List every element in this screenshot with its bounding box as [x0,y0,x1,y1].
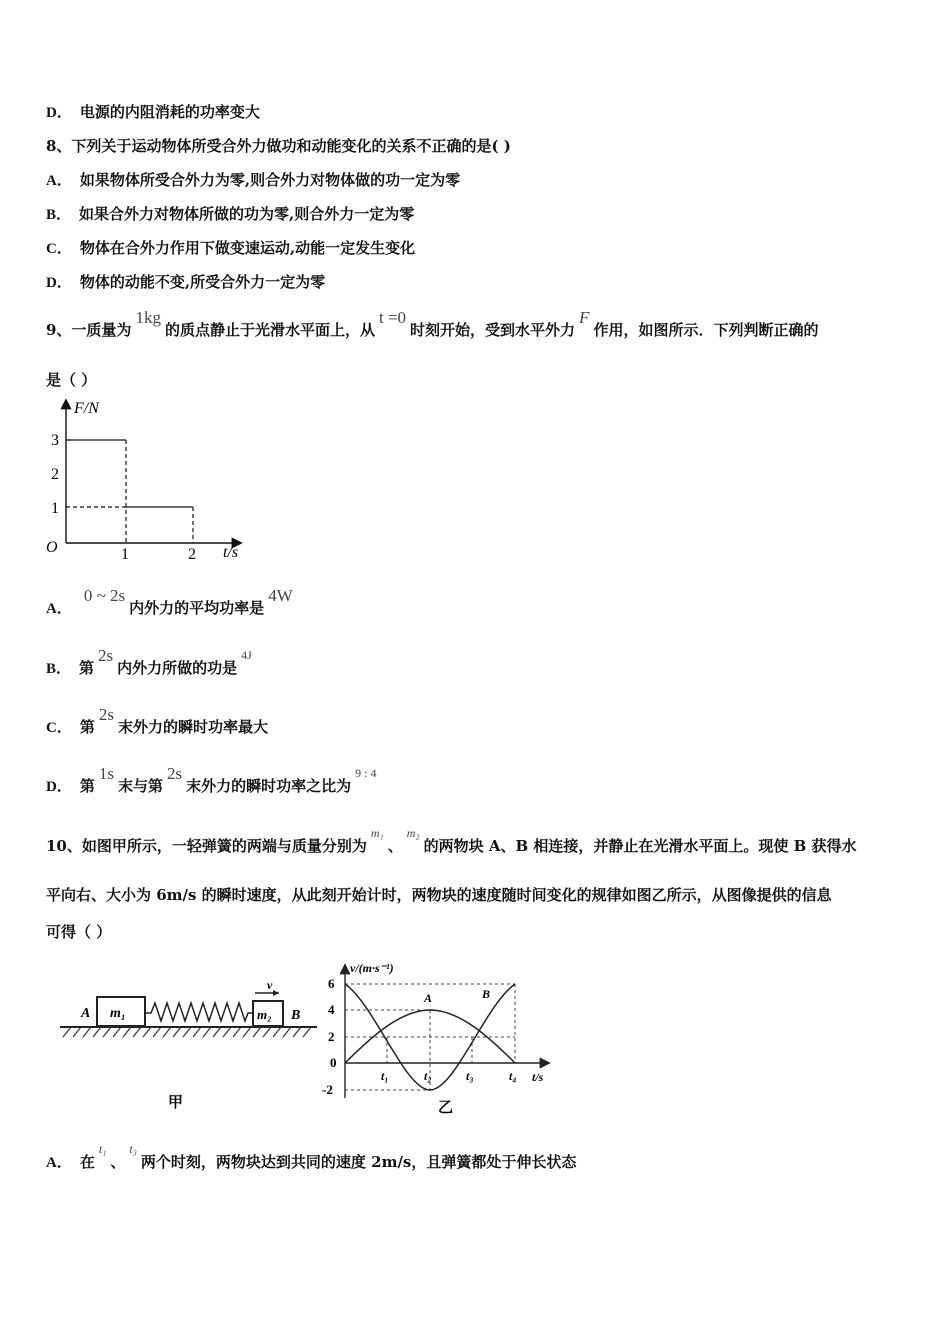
y-axis-label: v/(m·s⁻¹) [350,961,394,975]
q7-option-d [46,102,260,123]
curve-a-label: A [424,991,433,1005]
y-tick-label: 4 [328,1002,335,1017]
stem-text: 作用，如图所示．下列判断正确的 [593,321,819,339]
x-tick-label: t₂ [424,1069,432,1083]
stem-text: 的质点静止于光滑水平面上，从 [164,321,375,339]
x-axis-label: t/s [532,1070,544,1084]
option-text: 、 [110,1153,126,1171]
stem-text: 时刻开始，受到水平外力 [410,321,576,339]
math-time-t3: t₃ [129,1142,137,1156]
spring [145,1003,253,1021]
x-tick-label: 1 [121,546,129,563]
option-text: 末与第 [117,777,163,795]
y-axis-label: F/N [74,400,99,417]
math-mass: 1kg [135,308,161,327]
q10-stem-line3: 可得（ ） [46,923,112,941]
math-ratio: 9 : 4 [355,766,377,780]
math-mass-m1: m₁ [370,826,384,840]
math-time: 1s [98,764,114,783]
velocity-label: v [267,978,273,992]
block-a-mass-label: m₁ [110,1006,126,1021]
stem-text: 10、如图甲所示，一轻弹簧的两端与质量分别为 [46,837,367,855]
option-letter: A． [46,173,72,189]
figure-caption-jia: 甲 [168,1095,184,1111]
y-tick-label: 6 [328,976,335,991]
option-letter: D． [46,275,72,291]
math-interval: 0 ~ 2s [83,586,126,605]
math-time: 2s [98,646,114,665]
q8-stem: 8、下列关于运动物体所受合外力做功和动能变化的关系不正确的是( ) [46,137,511,155]
option-letter: D． [46,105,72,121]
math-time-t1: t₁ [98,1142,107,1156]
q9-option-d [46,764,380,797]
option-text: 内外力的平均功率是 [129,599,265,617]
figure-caption-yi: 乙 [438,1100,454,1115]
q10-velocity-time-graph [320,960,555,1115]
option-letter: B． [46,207,72,223]
option-text: 末外力的瞬时功率最大 [117,718,268,736]
origin-label: O [46,539,58,556]
y-tick-label: 2 [328,1029,335,1044]
label-b: B [291,1008,301,1023]
x-tick-label: t₁ [381,1069,389,1083]
y-tick-label: 2 [51,466,59,483]
q9-option-c [46,705,268,738]
y-tick-label: 0 [330,1055,337,1070]
math-time: 2s [98,705,114,724]
option-text: 在 [79,1153,95,1171]
math-force: F [579,308,590,327]
q10-figure-jia [55,975,325,1115]
q9-option-a [46,586,297,619]
option-text: 第 [79,718,95,736]
y-tick-label: 3 [51,432,59,449]
y-tick-label: -2 [322,1082,333,1097]
q8-option-a [46,170,460,191]
option-text: 末外力的瞬时功率之比为 [186,777,352,795]
option-text: 电源的内阻消耗的功率变大 [79,103,260,121]
math-time-zero: t =0 [378,308,407,327]
option-letter: A． [46,1155,72,1171]
math-power: 4W [268,586,293,605]
q10-stem-line1 [46,826,857,857]
block-b-mass-label: m₂ [257,1007,272,1022]
math-time: 2s [167,764,183,783]
q9-stem-line1 [46,308,819,340]
option-text: 第 [79,659,95,677]
q9-stem-line2: 是（ ） [46,371,97,389]
x-axis-label: t/s [223,544,239,561]
option-text: 如果合外力对物体所做的功为零,则合外力一定为零 [79,205,415,223]
option-letter: D． [46,779,72,795]
option-text: 内外力所做的功是 [117,659,238,677]
curve-b-label: B [482,987,491,1001]
label-a: A [81,1006,91,1021]
option-letter: A． [46,601,72,617]
option-text: 物体的动能不变,所受合外力一定为零 [79,273,326,291]
stem-text: 的两物块 A、B 相连接，并静止在光滑水平面上。现使 B 获得水 [423,837,857,855]
q9-force-time-graph [40,395,250,570]
option-text: 物体在合外力作用下做变速运动,动能一定发生变化 [79,239,416,257]
x-tick-label: t₄ [509,1069,517,1083]
x-tick-label: t₃ [466,1069,474,1083]
q8-option-b [46,204,414,225]
option-letter: B． [46,661,72,677]
option-text: 如果物体所受合外力为零,则合外力对物体做的功一定为零 [79,171,461,189]
math-work: 4J [241,648,252,662]
ground-hatching [63,1027,311,1037]
q9-option-b [46,646,256,679]
stem-text: 、 [387,837,403,855]
q8-option-d [46,272,325,293]
option-text: 两个时刻，两物块达到共同的速度 2m/s，且弹簧都处于伸长状态 [140,1153,577,1171]
velocity-arrow-head [273,990,279,996]
option-letter: C． [46,720,72,736]
q10-stem-line2: 平向右、大小为 6m/s 的瞬时速度，从此刻开始计时，两物块的速度随时间变化的规律如图乙所示，从图像提供的信息 [46,886,832,904]
x-tick-label: 2 [188,546,196,563]
q10-option-a [46,1142,577,1173]
q8-option-c [46,238,415,259]
y-tick-label: 1 [51,500,59,517]
option-text: 第 [79,777,95,795]
stem-text: 9、一质量为 [46,321,132,339]
math-mass-m2: m₂ [406,826,420,840]
option-letter: C． [46,241,72,257]
